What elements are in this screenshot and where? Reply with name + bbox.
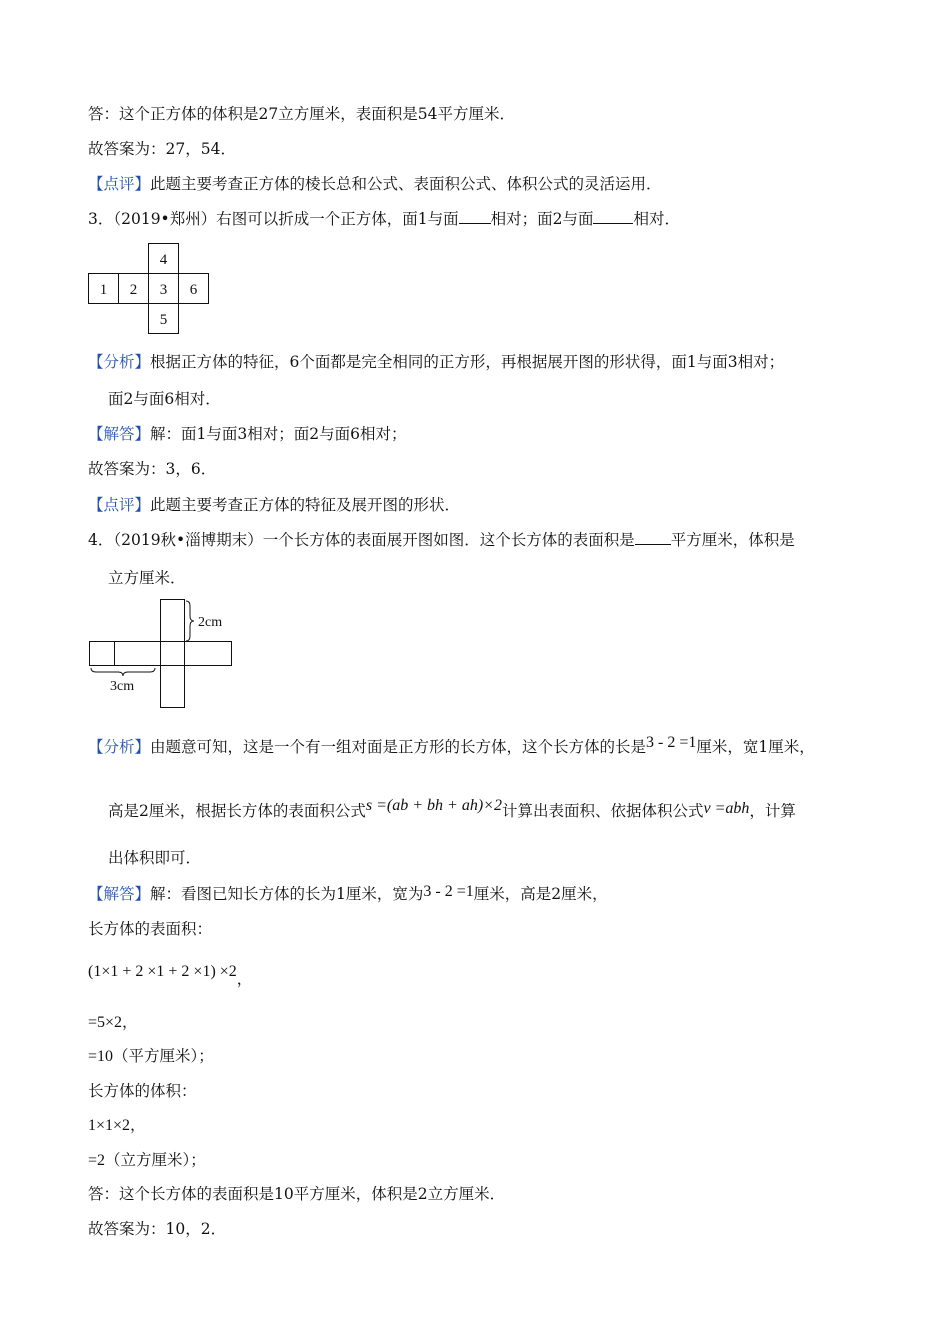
solution-text: 解：面1与面3相对；面2与面6相对； <box>150 425 407 443</box>
punctuation: ， <box>122 1013 138 1031</box>
answer-summary: 故答案为：3，6． <box>88 460 217 478</box>
answer-line: 答：这个长方体的表面积是10平方厘米，体积是2立方厘米． <box>88 1185 506 1203</box>
answer-blank <box>459 209 491 224</box>
question-4 <box>88 530 795 550</box>
calc-step <box>88 961 253 988</box>
math-expression: 3 - 2 =1 <box>646 734 697 751</box>
analysis-line-2 <box>108 797 796 822</box>
question-4-text-b: 平方厘米，体积是 <box>670 531 795 549</box>
surface-area-formula: s =(ab + bh + ah)×2 <box>365 797 502 814</box>
net-label-4: 4 <box>159 252 168 268</box>
answer-summary: 故答案为：10，2． <box>88 1220 227 1238</box>
height-brace <box>186 601 194 641</box>
answer-summary: 故答案为：27，54． <box>88 140 236 158</box>
question-4-text-a: 4．（2019秋•淄博期末）一个长方体的表面展开图如图．这个长方体的表面积是 <box>88 531 635 549</box>
height-label: 2cm <box>198 615 223 630</box>
width-brace <box>91 668 155 676</box>
analysis-line <box>88 734 815 758</box>
net-label-3: 3 <box>159 282 168 298</box>
question-4-cont: 立方厘米． <box>108 569 186 587</box>
width-label: 3cm <box>110 679 135 694</box>
calc-step <box>88 1012 138 1033</box>
analysis-tag: 【分析】 <box>88 353 151 371</box>
answer-line: 答：这个正方体的体积是27立方厘米，表面积是54平方厘米． <box>88 105 515 123</box>
analysis-tag: 【分析】 <box>88 738 151 756</box>
net-vertical-strip <box>161 600 185 708</box>
solution-tag: 【解答】 <box>88 885 151 903</box>
punctuation: ， <box>130 1116 146 1134</box>
surface-area-label: 长方体的表面积： <box>88 920 213 938</box>
comment-tag: 【点评】 <box>88 496 151 514</box>
net-label-1: 1 <box>99 282 108 298</box>
cuboid-net-figure <box>88 598 234 710</box>
math-expression: (1×1 + 2 ×1 + 2 ×1) ×2 <box>88 963 237 980</box>
solution-text-a: 解：看图已知长方体的长为1厘米，宽为 <box>150 885 424 903</box>
analysis-line-2: 面2与面6相对． <box>108 390 221 408</box>
math-expression: =2 <box>88 1152 106 1169</box>
answer-blank <box>593 209 633 224</box>
comment-text: 此题主要考查正方体的特征及展开图的形状． <box>150 496 461 514</box>
analysis-text: 根据正方体的特征，6个面都是完全相同的正方形，再根据展开图的形状得，面1与面3相对； <box>150 353 785 371</box>
math-expression: =5×2 <box>88 1014 123 1031</box>
math-expression: 1×1×2 <box>88 1117 131 1134</box>
analysis-text-a: 由题意可知，这是一个有一组对面是正方形的长方体，这个长方体的长是 <box>150 738 647 756</box>
question-3 <box>88 209 680 229</box>
comment-text: 此题主要考查正方体的棱长总和公式、表面积公式、体积公式的灵活运用． <box>150 175 662 193</box>
question-3-text-a: 3．（2019•郑州）右图可以折成一个正方体，面1与面 <box>88 210 459 228</box>
comment-line <box>88 495 460 515</box>
analysis-line <box>88 352 784 372</box>
solution-line <box>88 424 406 444</box>
question-3-text-c: 相对． <box>633 210 680 228</box>
volume-formula: v =abh <box>703 800 750 817</box>
comment-line <box>88 174 662 194</box>
net-label-6: 6 <box>189 282 198 298</box>
punctuation: ， <box>236 970 253 988</box>
volume-label: 长方体的体积： <box>88 1082 197 1100</box>
net-label-5: 5 <box>159 312 168 328</box>
comment-tag: 【点评】 <box>88 175 151 193</box>
net-label-2: 2 <box>129 282 138 298</box>
cube-net-figure <box>88 242 212 334</box>
solution-line <box>88 884 608 905</box>
math-expression: =10 <box>88 1048 114 1065</box>
calc-step <box>88 1115 146 1136</box>
analysis-text-b: 厘米，宽1厘米， <box>696 738 815 756</box>
answer-blank <box>635 530 671 545</box>
unit-text: （平方厘米）； <box>113 1047 214 1065</box>
calc-step <box>88 1150 206 1171</box>
solution-text-b: 厘米，高是2厘米， <box>473 885 608 903</box>
analysis-line-3: 出体积即可． <box>108 849 202 867</box>
analysis-text-b: 计算出表面积、依据体积公式 <box>501 802 704 820</box>
unit-text: （立方厘米）； <box>105 1151 206 1169</box>
analysis-text-c: ，计算 <box>749 802 796 820</box>
calc-step <box>88 1046 214 1067</box>
solution-tag: 【解答】 <box>88 425 151 443</box>
math-expression: 3 - 2 =1 <box>423 883 474 900</box>
analysis-text-a: 高是2厘米，根据长方体的表面积公式 <box>108 802 366 820</box>
question-3-text-b: 相对；面2与面 <box>490 210 594 228</box>
